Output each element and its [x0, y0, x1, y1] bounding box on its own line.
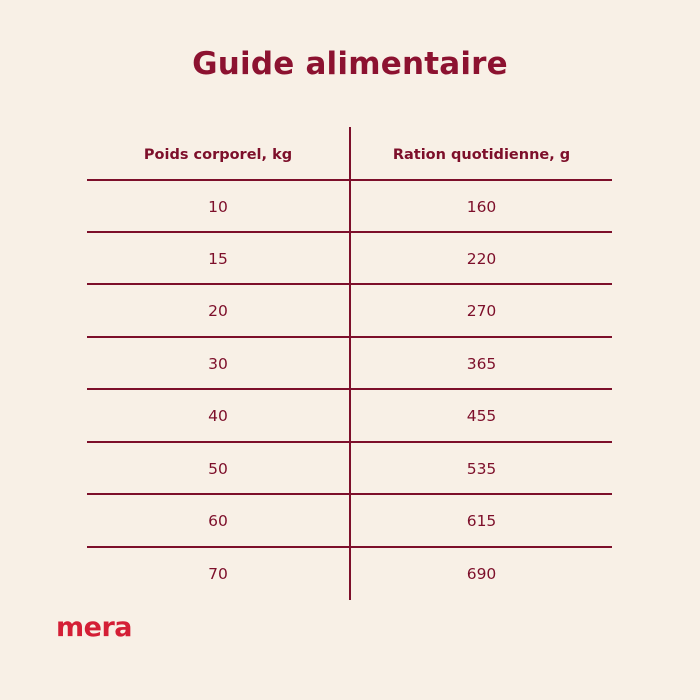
ration-cell: 690 — [466, 565, 497, 583]
mera-logo: mera — [56, 612, 132, 643]
feeding-table — [87, 127, 612, 600]
weight-cell: 30 — [208, 355, 228, 373]
table-row — [87, 338, 612, 390]
ration-cell: 455 — [466, 407, 497, 425]
weight-cell: 20 — [208, 302, 228, 320]
page-title: Guide alimentaire — [192, 46, 508, 82]
weight-cell: 10 — [208, 198, 228, 216]
table-row — [87, 285, 612, 337]
ration-cell: 220 — [466, 250, 497, 268]
table-row — [87, 233, 612, 285]
table-header-row — [87, 127, 612, 179]
weight-cell: 50 — [208, 460, 228, 478]
header-body-weight: Poids corporel, kg — [143, 147, 293, 163]
ration-cell: 270 — [466, 302, 497, 320]
weight-cell: 15 — [208, 250, 228, 268]
table-row — [87, 181, 612, 233]
ration-cell: 160 — [466, 198, 497, 216]
header-daily-ration: Ration quotidienne, g — [392, 147, 571, 163]
table-row — [87, 495, 612, 547]
weight-cell: 60 — [208, 512, 228, 530]
table-row — [87, 390, 612, 442]
ration-cell: 615 — [466, 512, 497, 530]
ration-cell: 535 — [466, 460, 497, 478]
weight-cell: 70 — [208, 565, 228, 583]
weight-cell: 40 — [208, 407, 228, 425]
table-row — [87, 548, 612, 600]
ration-cell: 365 — [466, 355, 497, 373]
table-row — [87, 443, 612, 495]
